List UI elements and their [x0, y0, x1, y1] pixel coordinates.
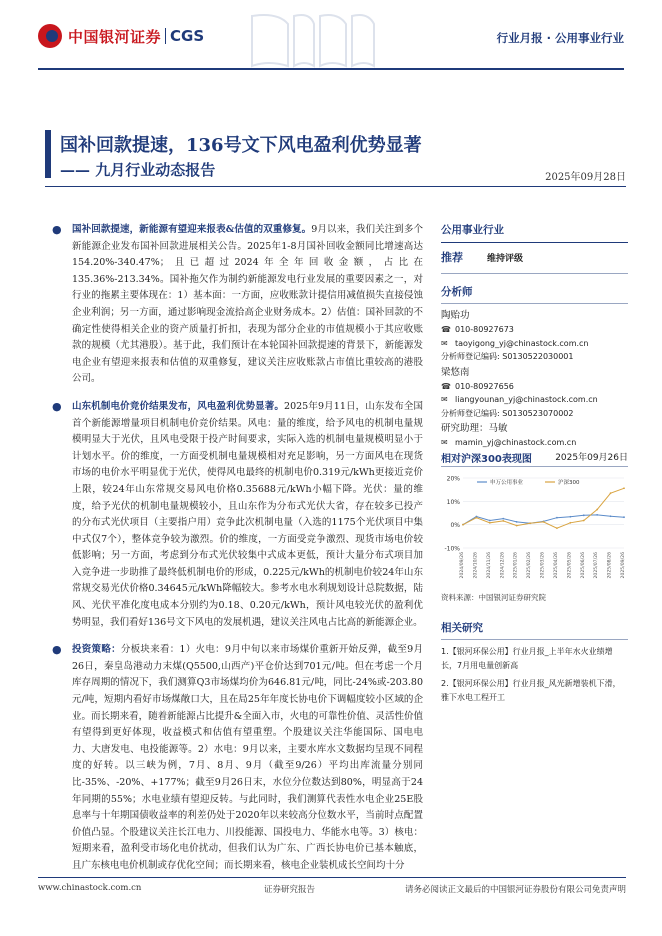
paragraph-strategy	[48, 642, 423, 874]
series-line	[463, 515, 624, 525]
data-point	[502, 520, 504, 522]
bullet-icon: ●	[52, 223, 62, 236]
logo-icon	[38, 24, 62, 48]
data-point	[476, 517, 478, 519]
x-tick-label: 2025/07/26	[594, 552, 600, 579]
data-point	[596, 509, 598, 511]
data-point	[569, 516, 571, 518]
report-subtitle: —— 九月行业动态报告	[60, 161, 216, 179]
y-tick-label: 0%	[450, 522, 460, 530]
data-point	[529, 522, 531, 524]
main-content	[48, 222, 423, 886]
analyst-cert: 分析师登记编码: S0130522030001	[441, 352, 574, 361]
rating-value: 维持评级	[487, 253, 524, 264]
title-divider	[45, 186, 626, 187]
paragraph-lead: 国补回款提速，新能源有望迎来报表&估值的双重修复。	[72, 224, 312, 235]
chart-title: 相对沪深300表现图	[441, 454, 532, 465]
data-point	[462, 524, 464, 526]
analyst-header: 分析师	[441, 284, 628, 304]
analyst-email[interactable]: ✉ liangyounan_yj@chinastock.com.cn	[441, 393, 628, 407]
brand-name: 中国银河证券	[68, 27, 162, 46]
logo-divider	[165, 28, 166, 44]
company-logo[interactable]	[38, 24, 204, 48]
y-tick-label: 10%	[446, 498, 460, 506]
rating-label: 推荐	[441, 251, 463, 264]
data-point	[516, 521, 518, 523]
x-tick-label: 2025/04/26	[553, 552, 559, 579]
chart-divider	[441, 466, 628, 467]
related-header: 相关研究	[441, 620, 628, 640]
x-tick-label: 2025/09/26	[621, 552, 626, 579]
related-item[interactable]: 1.【银河环保公用】行业月报_上半年水火业绩增长，7月用电量创新高	[441, 647, 613, 670]
data-point	[556, 527, 558, 529]
chart-source: 资料来源：中国银河证券研究院	[441, 593, 546, 602]
x-tick-label: 2024/10/26	[473, 552, 479, 579]
analyst-phone: ☎ 010-80927673	[441, 323, 628, 337]
analyst-phone: ☎ 010-80927656	[441, 380, 628, 394]
performance-chart	[441, 470, 628, 588]
footer-disclaimer: 请务必阅读正文最后的中国银河证券股份有限公司免责声明	[404, 885, 626, 895]
footer-divider	[38, 877, 626, 878]
assistant-email[interactable]: ✉ mamin_yj@chinastock.com.cn	[441, 436, 628, 450]
footer-report-type: 证券研究报告	[264, 885, 316, 895]
paragraph-text: 9月以来，我们关注到多个新能源企业发布国补回款进展相关公告。2025年1-8月国补回收金额同比增速高达154.20%-340.47%；且已超过2024年全年回收金额，占比在135.36%-213.34%。国补拖欠作为制约新能源发电行业发展的重要因素之一，对行业的拖累主要体现在：1）基本面：一方面，应收账款计提信用减值损失直接侵蚀企业利润；另一方面，通过影响现金流拾高企业财务成本。2）估值：国补回款的不确定性使得相关企业的资产质量打折扣，表现为部分企业的市值规模小于其应收账款的规模（尤其港股）。基于此，我们预计在本轮国补回款提速的背景下，新能源发电企业有望迎来报表和估值的双重修复，建议关注应收账款占市值比重较高的港股公司。	[72, 224, 424, 385]
x-tick-label: 2024/12/26	[500, 552, 506, 579]
y-tick-label: 20%	[446, 475, 460, 483]
data-point	[516, 525, 518, 527]
report-title: 国补回款提速，136号文下风电盈利优势显著	[60, 135, 422, 156]
data-point	[489, 522, 491, 524]
data-point	[596, 514, 598, 516]
data-point	[502, 518, 504, 520]
x-tick-label: 2025/01/26	[513, 552, 519, 579]
related-research	[441, 620, 628, 709]
paragraph-lead: 投资策略：	[72, 644, 121, 656]
related-item[interactable]: 2.【银河环保公用】行业月报_风光新增装机下滑，雅下水电工程开工	[441, 679, 621, 702]
x-tick-label: 2025/03/26	[540, 552, 546, 579]
footer-website[interactable]: www.chinastock.com.cn	[38, 883, 142, 893]
analyst-cert: 分析师登记编码: S0130523070002	[441, 408, 574, 418]
paragraph-lead: 山东机制电价竞价结果发布，风电盈利优势显著。	[72, 400, 285, 412]
x-tick-label: 2024/11/26	[486, 552, 492, 579]
phone-icon: ☎	[441, 325, 451, 334]
email-icon: ✉	[441, 395, 448, 404]
header-divider	[38, 68, 624, 70]
research-assistant: 研究助理：马敏	[441, 423, 508, 434]
report-date: 2025年09月28日	[545, 172, 626, 183]
brand-abbrev: CGS	[170, 27, 205, 45]
chart-header	[441, 450, 628, 465]
email-icon: ✉	[441, 338, 448, 348]
analyst-name: 陶贻功	[441, 310, 470, 321]
data-point	[556, 517, 558, 519]
data-point	[583, 520, 585, 522]
x-tick-label: 2025/06/26	[580, 552, 586, 579]
data-point	[610, 515, 612, 517]
data-point	[623, 487, 625, 489]
data-point	[583, 514, 585, 516]
paragraph-text: 2025年9月11日，山东发布全国首个新能源增量项目机制电价竞价结果。风电：量的维度，给予风电的机制电量规模明显大于光伏，且风电受限于投产时间要求，实际入选的机制电量规模明显小于计划水平。价的维度，一方面受机制电量规模相对充足影响，另一方面风电在现货市场的电价水平明显优于光伏，使得风电最终的机制电价0.319元/kWh更接近竞价上限，较24年山东常规交易风电价格0.35688元/kWh小幅下降。光伏：量的维度，给予光伏的机制电量规模较小，且山东作为分布式光伏大省，存在较多已投产的分布式光伏项目（主要指户用）竞争此次机制电量（入选的1175个光伏项目中集中式仅7个），整体竞争较为激烈。价的维度，一方面受竞争激烈、现货市场电价较低影响；另一方面，考虑到分布式光伏较集中式成本更低，预计大量分布式项目加入竞争进一步助推了最终低机制电价的形成，0.225元/kWh的机制电价较24年山东常规交易光伏价格0.34645元/kWh降幅较大。参考水电水利规划设计总院数据，陆风、光伏平准化度电成本分别约为0.18、0.20元/kWh，预计风电较光伏的盈利优势明显，我们看好136号文下风电的发展机遇，建议关注风电占比高的新能源企业。	[72, 400, 423, 628]
industry-label: 公用事业行业	[441, 222, 628, 243]
analyst-card	[441, 309, 628, 364]
phone-icon: ☎	[441, 381, 451, 391]
watermark-icon	[248, 10, 378, 72]
email-icon: ✉	[441, 438, 448, 447]
paragraph-text: 分板块来看：1）火电：9月中旬以来市场煤价重新开始反弹，截至9月26日，秦皇岛港动力末煤(Q5500,山西产)平仓价达到701元/吨。但在考虑一个月库存周期的情况下，我们测算Q3市场煤均价为646.81元/吨，同比-24%或-203.80元/吨，短期内看好市场煤敞口大，且在局25年年度长协电价下调幅度较小区域的企业。而长期来看，随着新能源占比提升&全面入市，火电的可靠性价值、灵活性价值有望得到更好体现，收益模式和估值有望重塑。个股建议关注华能国际、国电电力、大唐发电、电投能源等。2）水电：9月以来，主要水库水文数据均呈现不同程度的好转。以三峡为例，7月、8月、9月（截至9/26）平均出库流量分别同比-35%、-20%、+177%；截至9月26日末，水位分位数达到80%，明显高于24年同期的55%；水电业绩有望迎反转。与此同时，我们测算代表性水电企业25E股息率与十年期国债收益率的利差仍处于2020年以来较高分位数水平，当前时点配置价值凸显。个股建议关注长江电力、川投能源、国投电力、华能水电等。3）核电：短期来看，盈利受市场化电价扰动，但我们认为广东、广西长协电价已基本触底，且广东核电电价机制或存优化空间；而长期来看，核电企业装机成长空间均十分	[72, 644, 423, 871]
analyst-email[interactable]: ✉ taoyigong_yj@chinastock.com.cn	[441, 337, 628, 351]
paragraph-subsidy	[48, 222, 423, 388]
data-point	[489, 520, 491, 522]
title-accent-bar	[45, 130, 51, 178]
bullet-icon: ●	[52, 643, 62, 657]
x-tick-label: 2025/08/26	[607, 552, 613, 579]
data-point	[569, 522, 571, 524]
paragraph-shandong	[48, 399, 423, 631]
report-type-tag: 行业月报 · 公用事业行业	[496, 31, 624, 45]
bullet-icon: ●	[52, 399, 62, 413]
data-point	[543, 521, 545, 523]
legend-label: 沪深300	[558, 480, 580, 486]
analyst-card	[441, 366, 628, 421]
x-tick-label: 2025/05/26	[567, 552, 573, 579]
data-point	[610, 492, 612, 494]
legend-label: 申万公用事业	[490, 480, 524, 486]
page-header	[0, 0, 662, 80]
x-tick-label: 2025/02/26	[527, 552, 533, 579]
y-tick-label: -10%	[444, 545, 460, 553]
rating-row	[441, 249, 628, 274]
sidebar	[441, 222, 628, 450]
data-point	[623, 516, 625, 518]
x-tick-label: 2024/09/26	[460, 552, 465, 579]
analyst-name: 梁悠南	[441, 366, 470, 378]
chart-date: 2025年09月26日	[555, 453, 628, 463]
